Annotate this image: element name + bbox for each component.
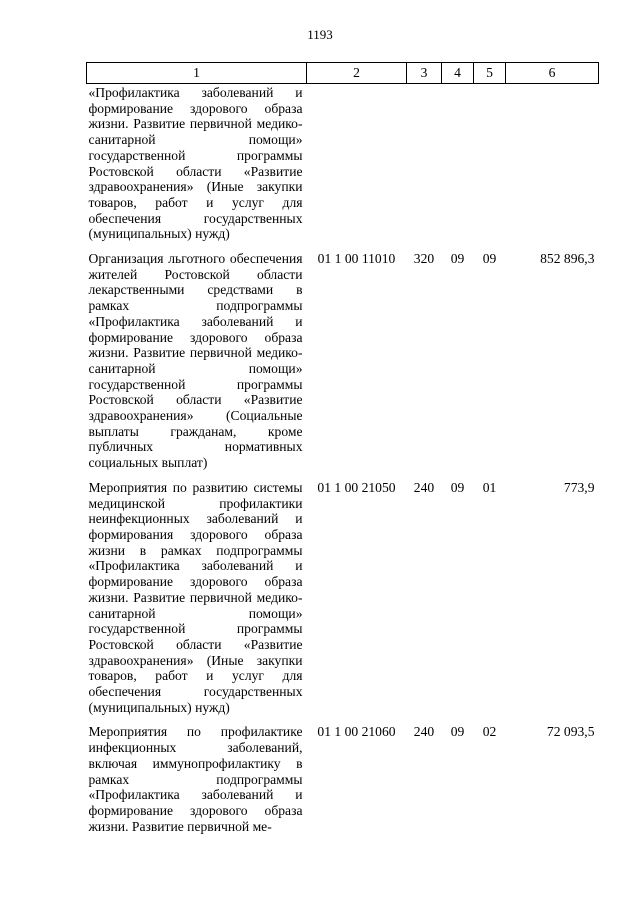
- row-col-4: 09: [450, 251, 465, 267]
- header-col-4: 4: [442, 63, 474, 84]
- row-col-4: [442, 84, 474, 243]
- header-col-3: 3: [407, 63, 442, 84]
- page-number: 1193: [307, 27, 333, 42]
- row-amount: [506, 84, 599, 243]
- row-col-5: [474, 84, 506, 243]
- row-gap: [87, 242, 599, 251]
- row-col-4: 09: [450, 724, 465, 740]
- row-description: Организация льготного обеспечения жителей Ростовской области лекарственными средствами в рамках подпрограммы «Профилактика заболеваний и формирование здорового образа жизни. Развитие первичной медико-санитарной помощи» государственной программы Ростовской области «Развитие здравоохранения» (Социальные выплаты гражданам, кроме публичных нормативных социальных выплат): [88, 251, 303, 471]
- row-col-3: 240: [413, 479, 435, 495]
- table-row: [87, 251, 599, 471]
- table-header: [87, 63, 599, 84]
- row-code: 01 1 00 21060: [317, 724, 396, 740]
- row-amount: 773,9: [563, 479, 595, 495]
- row-col-3: 240: [413, 724, 435, 740]
- table-row: [87, 84, 599, 243]
- row-col-3: [407, 84, 442, 243]
- row-description: Мероприятия по профилактике инфекционных заболеваний, включая иммунопрофилактику в рамках подпрограммы «Профилактика заболеваний и формирование здорового образа жизни. Развитие первичной ме-: [88, 724, 303, 834]
- table-row: [87, 724, 599, 834]
- header-col-1: 1: [87, 63, 307, 84]
- row-code: [307, 84, 407, 243]
- table-row: [87, 480, 599, 716]
- header-row: [87, 63, 599, 84]
- header-col-5: 5: [474, 63, 506, 84]
- row-col-5: 01: [482, 479, 497, 495]
- row-gap: [87, 715, 599, 724]
- row-col-3: 320: [413, 251, 435, 267]
- row-amount: 852 896,3: [540, 251, 595, 267]
- row-amount: 72 093,5: [546, 724, 595, 740]
- row-code: 01 1 00 11010: [317, 251, 396, 267]
- row-code: 01 1 00 21050: [317, 479, 396, 495]
- row-col-5: 02: [482, 724, 497, 740]
- row-description: Мероприятия по развитию системы медицинской профилактики неинфекционных заболеваний и формирования здорового образа жизни в рамках подпрограммы «Профилактика заболеваний и формирование здорового образа жизни. Развитие первичной медико-санитарной помощи» государственной программы Ростовской области «Развитие здравоохранения» (Иные закупки товаров, работ и услуг для обеспечения государственных (муниципальных) нужд): [88, 479, 303, 715]
- row-gap: [87, 471, 599, 480]
- header-col-6: 6: [506, 63, 599, 84]
- table-body: [87, 84, 599, 835]
- row-description: «Профилактика заболеваний и формирование здорового образа жизни. Развитие первичной медико-санитарной помощи» государственной программы Ростовской области «Развитие здравоохранения» (Иные закупки товаров, работ и услуг для обеспечения государственных (муниципальных) нужд): [88, 85, 303, 242]
- row-col-5: 09: [482, 251, 497, 267]
- row-col-4: 09: [450, 479, 465, 495]
- budget-table: [86, 62, 599, 834]
- header-col-2: 2: [307, 63, 407, 84]
